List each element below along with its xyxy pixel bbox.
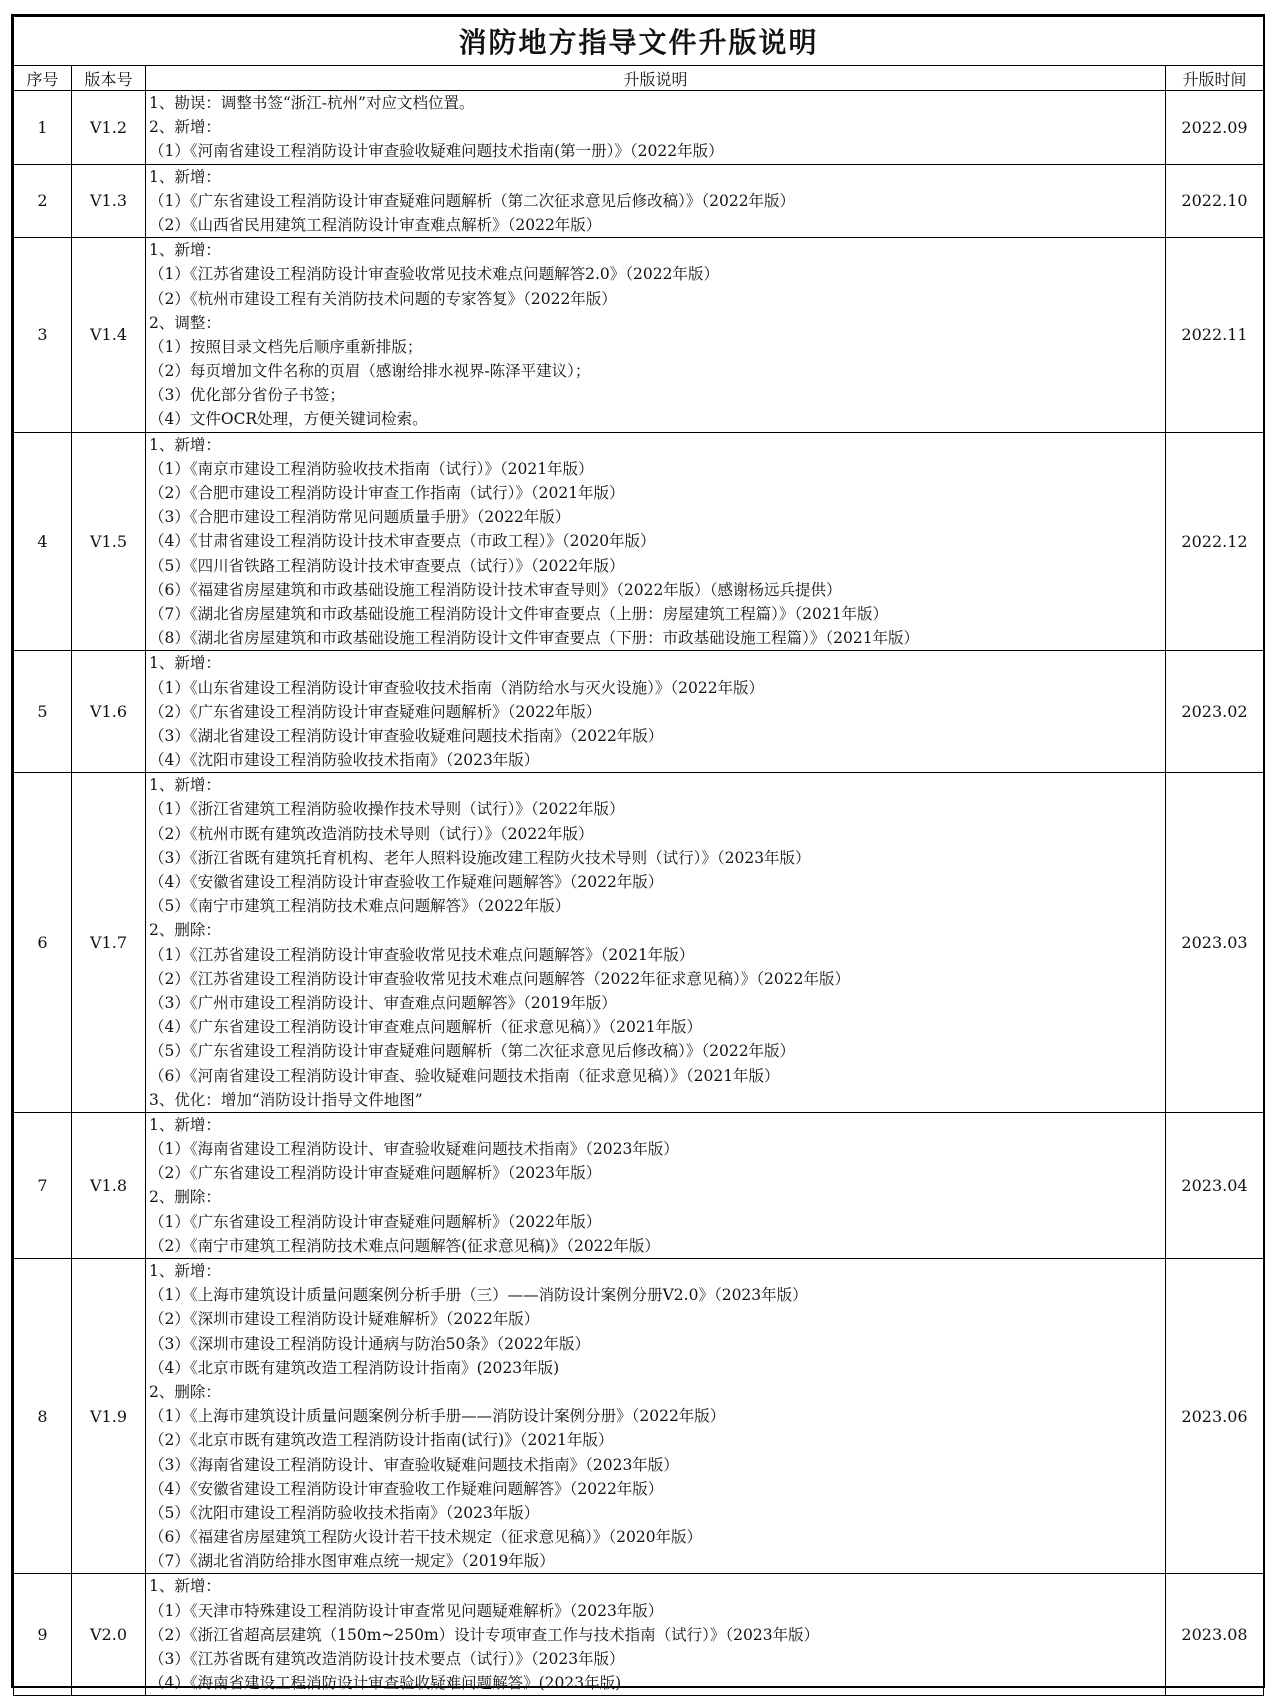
description-line: （2）《北京市既有建筑改造工程消防设计指南(试行)》（2021年版） [149,1431,614,1450]
description-line: （1）《浙江省建筑工程消防验收操作技术导则（试行）》（2022年版） [149,800,625,819]
description-line: （2）《杭州市既有建筑改造消防技术导则（试行）》（2022年版） [149,824,594,843]
description-line: （2）《山西省民用建筑工程消防设计审查难点解析》（2022年版） [149,215,602,234]
description-line: （5）《四川省铁路工程消防设计技术审查要点（试行）》（2022年版） [149,556,625,575]
description-line: （6）《河南省建设工程消防设计审查、验收疑难问题技术指南（征求意见稿）》（2021年版） [149,1066,780,1085]
row-number: 5 [14,651,72,773]
row-description [146,1574,1166,1696]
row-date: 2023.06 [1166,1259,1264,1574]
description-line: 1、勘误：调整书签“浙江-杭州”对应文档位置。 [149,94,475,112]
table-row [14,164,1264,238]
row-number: 6 [14,773,72,1113]
description-line: 1、新增： [149,435,221,454]
description-line: （2）《深圳市建设工程消防设计疑难解析》（2022年版） [149,1310,540,1329]
header-no: 序号 [14,66,72,91]
row-number: 2 [14,164,72,238]
description-line: （3）《合肥市建设工程消防常见问题质量手册》（2022年版） [149,508,571,527]
row-version: V1.5 [72,432,146,651]
description-line: （7）《湖北省房屋建筑和市政基础设施工程消防设计文件审查要点（上册：房屋建筑工程篇）》（2021年版） [149,604,889,623]
header-desc: 升版说明 [146,66,1166,91]
description-line: （4）《海南省建设工程消防设计审查验收疑难问题解答》(2023年版) [149,1674,622,1693]
description-line: 2、删除： [149,921,221,940]
row-number: 1 [14,91,72,165]
description-line: （3）《深圳市建设工程消防设计通病与防治50条》（2022年版） [149,1334,591,1353]
table-row [14,1259,1264,1574]
row-version: V2.0 [72,1574,146,1696]
description-line: （4）《安徽省建设工程消防设计审查验收工作疑难问题解答》（2022年版） [149,1479,664,1498]
row-version: V1.2 [72,91,146,165]
description-line: （1）按照目录文档先后顺序重新排版； [149,337,423,356]
description-line: （6）《福建省房屋建筑工程防火设计若干技术规定（征求意见稿）》（2020年版） [149,1528,703,1547]
description-line: （2）《广东省建设工程消防设计审查疑难问题解析》（2022年版） [149,702,602,721]
description-line: （2）《南宁市建筑工程消防技术难点问题解答(征求意见稿)》（2022年版） [149,1236,660,1255]
description-line: （8）《湖北省房屋建筑和市政基础设施工程消防设计文件审查要点（下册：市政基础设施工程篇）》（2021年版） [149,629,920,648]
row-number: 9 [14,1574,72,1696]
description-line: （1）《天津市特殊建设工程消防设计审查常见问题疑难解析》（2023年版） [149,1601,664,1620]
description-line: （4）《广东省建设工程消防设计审查难点问题解析（征求意见稿）》（2021年版） [149,1018,703,1037]
description-line: （6）《福建省房屋建筑和市政基础设施工程消防设计技术审查导则》（2022年版）（感谢杨远兵提供） [149,580,842,599]
page-title: 消防地方指导文件升版说明 [14,17,1264,66]
row-date: 2023.03 [1166,773,1264,1113]
description-line: 1、新增： [149,776,221,795]
description-line: 1、新增： [149,167,221,186]
description-line: （1）《上海市建筑设计质量问题案例分析手册（三）——消防设计案例分册V2.0》（2023年版） [149,1286,808,1305]
description-line: （3）《湖北省建设工程消防设计审查验收疑难问题技术指南》（2022年版） [149,726,664,745]
table-row [14,432,1264,651]
description-line: （5）《沈阳市建设工程消防验收技术指南》（2023年版） [149,1503,540,1522]
description-line: （2）《广东省建设工程消防设计审查疑难问题解析》（2023年版） [149,1164,602,1183]
row-version: V1.4 [72,238,146,433]
row-date: 2022.12 [1166,432,1264,651]
description-line: （5）《南宁市建筑工程消防技术难点问题解答》（2022年版） [149,897,571,916]
description-line: （4）《安徽省建设工程消防设计审查验收工作疑难问题解答》（2022年版） [149,873,664,891]
description-line: （1）《上海市建筑设计质量问题案例分析手册——消防设计案例分册》（2022年版） [149,1407,726,1426]
description-line: 2、删除： [149,1188,221,1207]
row-description [146,91,1166,165]
row-version: V1.3 [72,164,146,238]
description-line: （5）《广东省建设工程消防设计审查疑难问题解析（第二次征求意见后修改稿）》（2022年版） [149,1042,796,1061]
table-row [14,91,1264,165]
description-line: （4）文件OCR处理，方便关键词检索。 [149,410,428,429]
row-number: 7 [14,1112,72,1258]
table-row [14,651,1264,773]
row-description [146,1112,1166,1258]
header-row [14,66,1264,91]
description-line: 1、新增： [149,241,221,260]
description-line: 2、调整： [149,313,221,332]
row-date: 2022.09 [1166,91,1264,165]
description-line: 2、删除： [149,1382,221,1401]
description-line: （1）《河南省建设工程消防设计审查验收疑难问题技术指南(第一册）》（2022年版） [149,142,724,161]
description-line: 3、优化：增加“消防设计指导文件地图” [149,1090,423,1109]
row-version: V1.8 [72,1112,146,1258]
row-description [146,1259,1166,1574]
row-description [146,773,1166,1113]
description-line: （1）《广东省建设工程消防设计审查疑难问题解析》（2022年版） [149,1212,602,1231]
row-description [146,432,1166,651]
description-line: （3）《江苏省既有建筑改造消防设计技术要点（试行）》（2023年版） [149,1650,625,1668]
row-date: 2023.02 [1166,651,1264,773]
header-time: 升版时间 [1166,66,1264,91]
row-date: 2023.04 [1166,1112,1264,1258]
description-line: （2）《浙江省超高层建筑（150m~250m）设计专项审查工作与技术指南（试行）》（2023年版） [149,1625,820,1644]
description-line: （1）《江苏省建设工程消防设计审查验收常见技术难点问题解答2.0》（2022年版） [149,265,719,284]
description-line: （1）《江苏省建设工程消防设计审查验收常见技术难点问题解答》（2021年版） [149,945,695,964]
description-line: 1、新增： [149,654,221,673]
revision-table [13,16,1264,1696]
description-line: 1、新增： [149,1115,221,1134]
description-line: （1）《广东省建设工程消防设计审查疑难问题解析（第二次征求意见后修改稿）》（2022年版） [149,191,796,210]
table-row [14,238,1264,433]
table-row [14,1574,1264,1696]
description-line: （7）《湖北省消防给排水图审难点统一规定》（2019年版） [149,1552,555,1571]
table-row [14,1112,1264,1258]
description-line: （3）《浙江省既有建筑托育机构、老年人照料设施改建工程防火技术导则（试行）》（2023年版） [149,848,811,867]
description-line: （4）《甘肃省建设工程消防设计技术审查要点（市政工程）》（2020年版） [149,532,656,551]
description-line: （1）《南京市建设工程消防验收技术指南（试行）》（2021年版） [149,459,594,478]
description-line: （4）《北京市既有建筑改造工程消防设计指南》(2023年版) [149,1358,560,1377]
description-line: （3）优化部分省份子书签； [149,386,345,405]
header-version: 版本号 [72,66,146,91]
description-line: （2）《江苏省建设工程消防设计审查验收常见技术难点问题解答（2022年征求意见稿）》（2022年版） [149,969,851,988]
description-line: （2）每页增加文件名称的页眉（感谢给排水视界-陈泽平建议）； [149,362,591,381]
description-line: 2、新增： [149,118,221,137]
row-date: 2023.08 [1166,1574,1264,1696]
row-version: V1.6 [72,651,146,773]
row-description [146,164,1166,238]
table-row [14,773,1264,1113]
row-date: 2022.11 [1166,238,1264,433]
table-body [14,91,1264,1696]
revision-sheet [11,14,1265,1693]
description-line: （3）《海南省建设工程消防设计、审查验收疑难问题技术指南》（2023年版） [149,1455,679,1474]
row-number: 3 [14,238,72,433]
description-line: （2）《合肥市建设工程消防设计审查工作指南（试行）》（2021年版） [149,484,625,502]
row-number: 4 [14,432,72,651]
row-description [146,651,1166,773]
description-line: 1、新增： [149,1262,221,1280]
row-number: 8 [14,1259,72,1574]
row-version: V1.7 [72,773,146,1113]
description-line: （1）《海南省建设工程消防设计、审查验收疑难问题技术指南》（2023年版） [149,1140,679,1159]
description-line: 1、新增： [149,1577,221,1596]
description-line: （2）《杭州市建设工程有关消防技术问题的专家答复》（2022年版） [149,289,617,308]
row-date: 2022.10 [1166,164,1264,238]
row-description [146,238,1166,433]
description-line: （1）《山东省建设工程消防设计审查验收技术指南（消防给水与灭火设施）》（2022年版） [149,678,765,697]
description-line: （3）《广州市建设工程消防设计、审查难点问题解答》（2019年版） [149,993,617,1012]
description-line: （4）《沈阳市建设工程消防验收技术指南》（2023年版） [149,751,540,770]
row-version: V1.9 [72,1259,146,1574]
